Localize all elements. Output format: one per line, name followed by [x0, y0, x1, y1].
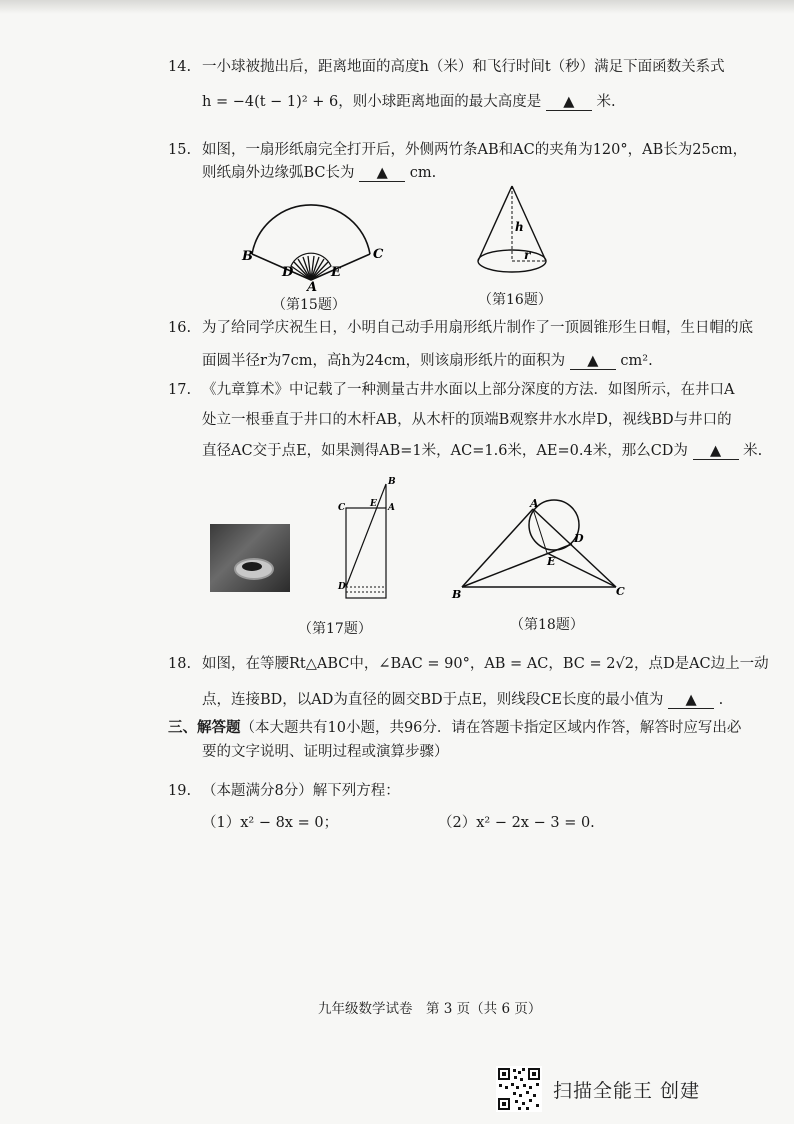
- q18-answer-blank: ▲: [668, 692, 714, 709]
- well-diagram: [328, 474, 398, 608]
- q15-answer-blank: ▲: [359, 165, 405, 182]
- label-A: A: [388, 503, 395, 513]
- label-C: C: [338, 503, 346, 513]
- label-A: A: [530, 497, 539, 510]
- well-opening: [242, 562, 262, 571]
- q16-line1: [168, 318, 753, 338]
- q16-text-2: 面圆半径r为7cm，高h为24cm，则该扇形纸片的面积为: [202, 353, 566, 369]
- well-photo: [210, 524, 290, 592]
- fan-figure: [236, 196, 386, 291]
- section3-line1: [168, 718, 741, 738]
- q16-unit: cm².: [620, 353, 653, 369]
- fig18-caption: （第18题）: [510, 617, 584, 633]
- label-C: C: [616, 585, 625, 598]
- q17-unit: 米.: [743, 443, 763, 459]
- q17-answer-blank: ▲: [693, 443, 739, 460]
- label-D: D: [282, 265, 294, 280]
- scan-shadow: [0, 0, 794, 14]
- q19-part2: （2）x² − 2x − 3 = 0.: [438, 815, 595, 831]
- fig16-caption: （第16题）: [478, 292, 552, 308]
- q14-text-1: 一小球被抛出后，距离地面的高度h（米）和飞行时间t（秒）满足下面函数关系式: [202, 59, 725, 75]
- q18-line1: [168, 654, 769, 674]
- q16-number: 16.: [168, 320, 192, 336]
- label-D: D: [574, 532, 584, 545]
- q15-text-2: 则纸扇外边缘弧BC长为: [202, 165, 355, 181]
- q15-text-1: 如图，一扇形纸扇完全打开后，外侧两竹条AB和AC的夹角为120°，AB长为25cm，: [202, 142, 748, 158]
- label-B: B: [388, 477, 396, 487]
- fig15-caption: （第15题）: [272, 297, 346, 313]
- q17-text-2: 处立一根垂直于井口的木杆AB，从木杆的顶端B观察井水水岸D，视线BD与井口的: [202, 412, 732, 428]
- q16-answer-blank: ▲: [570, 353, 616, 370]
- triangle-circle-figure: [448, 494, 634, 602]
- q16-text-1: 为了给同学庆祝生日，小明自己动手用扇形纸片制作了一顶圆锥形生日帽，生日帽的底: [202, 320, 753, 336]
- q15-line2: [202, 163, 436, 183]
- q15-line1: [168, 140, 747, 160]
- label-E: E: [331, 265, 341, 280]
- label-r: r: [524, 248, 531, 262]
- label-B: B: [452, 588, 462, 601]
- q17-line3: [202, 441, 762, 461]
- q15-unit: cm.: [409, 165, 437, 181]
- scanner-watermark: 扫描全能王 创建: [553, 1080, 701, 1102]
- section3-intro-2: 要的文字说明、证明过程或演算步骤）: [202, 744, 449, 760]
- q19-part1: （1）x² − 8x = 0；: [202, 815, 339, 831]
- label-E: E: [547, 555, 556, 568]
- section3-line2: [202, 742, 449, 762]
- label-h: h: [515, 220, 524, 234]
- q17-number: 17.: [168, 382, 192, 398]
- q19-number: 19.: [168, 783, 192, 799]
- page-footer: 九年级数学试卷 第 3 页（共 6 页）: [318, 1001, 542, 1017]
- label-B: B: [242, 249, 253, 264]
- label-E: E: [370, 499, 377, 509]
- q14-line1: [168, 57, 725, 77]
- label-D: D: [338, 582, 346, 592]
- q15-number: 15.: [168, 142, 192, 158]
- cone-figure: [472, 183, 552, 283]
- q14-unit: 米.: [596, 94, 616, 110]
- q17-line2: [202, 410, 732, 430]
- q18-number: 18.: [168, 656, 192, 672]
- q17-line1: [168, 380, 734, 400]
- q14-line2: [202, 92, 616, 112]
- label-C: C: [373, 247, 384, 262]
- q18-line2: [202, 690, 723, 710]
- q14-number: 14.: [168, 59, 192, 75]
- q14-answer-blank: ▲: [546, 94, 592, 111]
- q18-text-2: 点，连接BD，以AD为直径的圆交BD于点E，则线段CE长度的最小值为: [202, 692, 664, 708]
- q14-text-2: h = −4(t − 1)² + 6，则小球距离地面的最大高度是: [202, 94, 542, 110]
- q16-line2: [202, 351, 653, 371]
- q18-end: .: [718, 692, 724, 708]
- q19-line1: [168, 781, 400, 801]
- fig17-caption: （第17题）: [298, 621, 372, 637]
- label-A: A: [307, 280, 318, 291]
- q19-text: （本题满分8分）解下列方程：: [202, 783, 400, 799]
- q18-text-1: 如图，在等腰Rt△ABC中，∠BAC = 90°，AB = AC，BC = 2√2，点D是AC边上一动: [202, 656, 769, 672]
- section3-intro-1: （本大题共有10小题，共96分．请在答题卡指定区域内作答，解答时应写出必: [240, 720, 742, 736]
- q17-text-3: 直径AC交于点E，如果测得AB=1米，AC=1.6米，AE=0.4米，那么CD为: [202, 443, 688, 459]
- q17-text-1: 《九章算术》中记载了一种测量古井水面以上部分深度的方法．如图所示，在井口A: [202, 382, 735, 398]
- section3-title: 三、解答题: [168, 719, 241, 736]
- qr-code-icon: [496, 1066, 542, 1112]
